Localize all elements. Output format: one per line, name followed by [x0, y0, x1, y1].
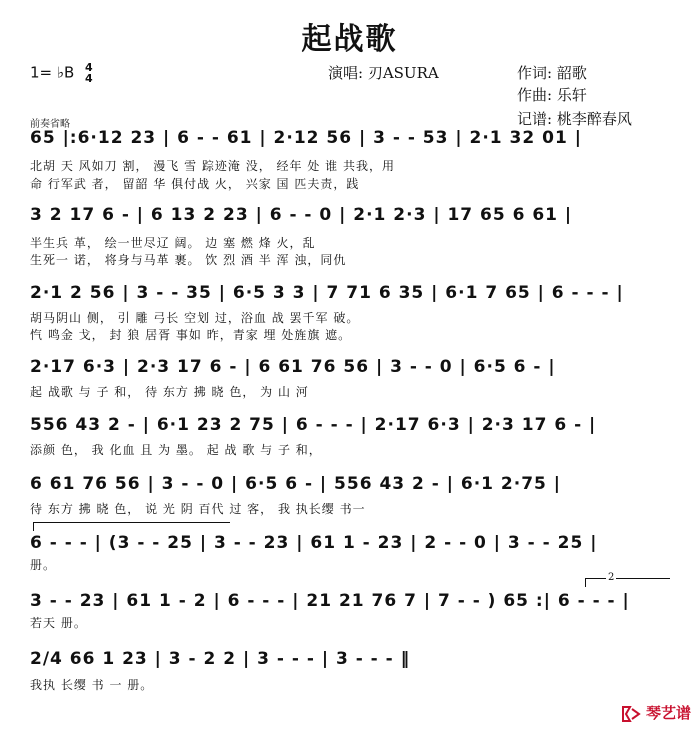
time-signature	[85, 62, 93, 84]
watermark-text: 琴艺谱	[645, 704, 691, 722]
watermark-icon	[621, 705, 641, 723]
score-row-3-lyric-2: 忾 鸣金 戈， 封 狼 居胥 事如 昨，青家 埋 处旌旗 遮。	[30, 328, 352, 342]
score-row-2-lyric-1: 半生兵 革， 绘一世尽辽 阔。 边 塞 燃 烽 火，乱	[30, 236, 316, 250]
intro-note: 前奏省略	[30, 119, 70, 130]
score-row-9-lyric-1: 我执 长缨 书 一 册。	[30, 678, 154, 692]
score-row-5-notes: 556 43 2 - | 6·1 23 2 75 | 6 - - - | 2·17 6·3 | 2·3 17 6 - |	[30, 415, 597, 435]
song-title: 起战歌	[301, 22, 398, 57]
singer-credit: 演唱: 刃ASURA	[328, 64, 439, 82]
score-row-6-lyric-1: 待 东方 拂 晓 色， 说 光 阴 百代 过 客， 我 执长缨 书一	[30, 502, 366, 516]
score-row-5-lyric-1: 添颜 色， 我 化血 且 为 墨。 起 战 歌 与 子 和，	[30, 443, 322, 457]
volta-bracket-1	[33, 522, 230, 531]
score-row-1-lyric-2: 命 行军武 者， 留韶 华 俱付战 火， 兴家 国 匹夫责，践	[30, 177, 360, 191]
composer-credit: 作曲: 乐轩	[517, 86, 587, 104]
score-row-1-notes: 65 |:6·12 23 | 6 - - 61 | 2·12 56 | 3 - - 53 | 2·1 32 01 |	[30, 128, 582, 148]
lyricist-credit: 作词: 韶歌	[517, 64, 587, 82]
time-top: 4	[85, 61, 93, 74]
key-signature	[30, 62, 93, 84]
score-row-7-notes: 6 - - - | (3 - - 25 | 3 - - 23 | 61 1 - 23 | 2 - - 0 | 3 - - 25 |	[30, 533, 598, 553]
score-row-9-notes: 2/4 66 1 23 | 3 - 2 2 | 3 - - - | 3 - - - ‖	[30, 649, 411, 669]
score-row-7-lyric-1: 册。	[30, 558, 57, 572]
volta-bracket-2	[585, 578, 670, 587]
score-row-2-lyric-2: 生死一 诺， 将身与马革 裹。 饮 烈 酒 半 浑 浊，同仇	[30, 253, 347, 267]
score-row-8-notes: 3 - - 23 | 61 1 - 2 | 6 - - - | 21 21 76 7 | 7 - - ) 65 :| 6 - - - |	[30, 591, 630, 611]
score-row-6-notes: 6 61 76 56 | 3 - - 0 | 6·5 6 - | 556 43 2 - | 6·1 2·75 |	[30, 474, 561, 494]
score-row-3-notes: 2·1 2 56 | 3 - - 35 | 6·5 3 3 | 7 71 6 35 | 6·1 7 65 | 6 - - - |	[30, 283, 624, 303]
score-row-4-lyric-1: 起 战歌 与 子 和， 待 东方 拂 晓 色， 为 山 河	[30, 385, 309, 399]
volta-number: 2	[608, 572, 615, 583]
score-row-8-lyric-1: 若天 册。	[30, 616, 87, 630]
score-row-3-lyric-1: 胡马阴山 侧， 引 雕 弓长 空划 过，浴血 战 罢千军 破。	[30, 311, 360, 325]
watermark-logo	[621, 702, 691, 723]
score-row-2-notes: 3 2 17 6 - | 6 13 2 23 | 6 - - 0 | 2·1 2·3 | 17 65 6 61 |	[30, 205, 573, 225]
time-bottom: 4	[85, 72, 93, 85]
score-row-1-lyric-1: 北胡 天 风如刀 割， 漫飞 雪 踪迹淹 没， 经年 处 谁 共我，用	[30, 159, 395, 173]
score-row-4-notes: 2·17 6·3 | 2·3 17 6 - | 6 61 76 56 | 3 - - 0 | 6·5 6 - |	[30, 357, 556, 377]
key-text: 1= ♭B	[30, 63, 75, 82]
transcriber-credit: 记谱: 桃李醉春风	[517, 110, 632, 128]
